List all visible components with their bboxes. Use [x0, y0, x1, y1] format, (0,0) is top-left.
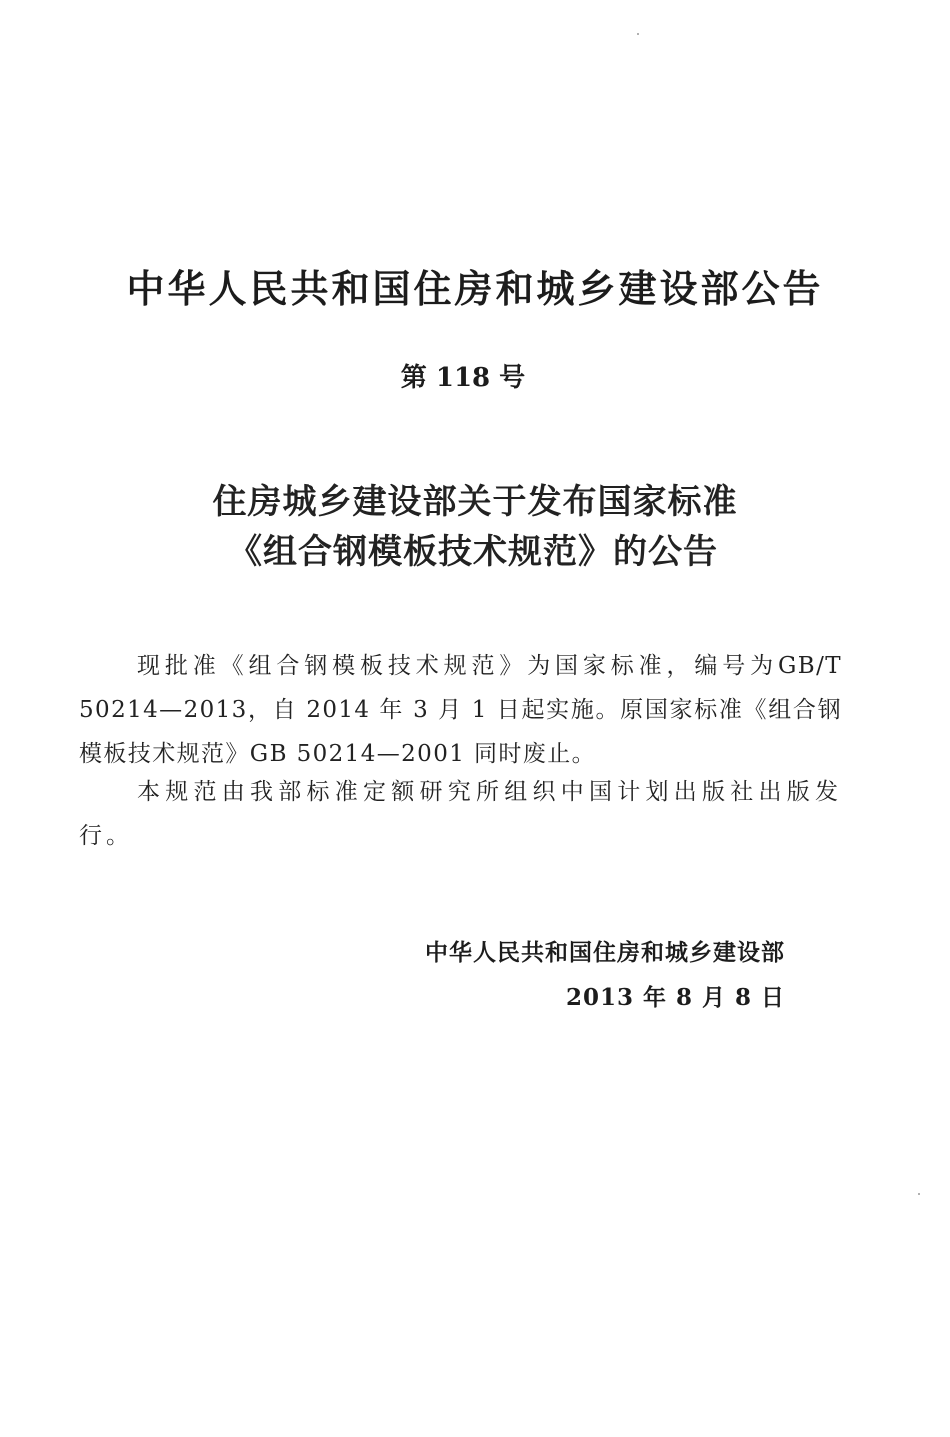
- body-paragraph-1: 现批准《组合钢模板技术规范》为国家标准，编号为GB/T 50214—2013，自 2014 年 3 月 1 日起实施。原国家标准《组合钢模板技术规范》GB 50214—2001 同时废止。: [79, 653, 842, 767]
- subject-line-1: 住房城乡建设部关于发布国家标准: [212, 482, 738, 522]
- subject-line-2: 《组合钢模板技术规范》的公告: [228, 532, 718, 572]
- body-paragraph-2: 本规范由我部标准定额研究所组织中国计划出版社出版发行。: [79, 779, 842, 849]
- main-heading: 中华人民共和国住房和城乡建设部公告: [126, 267, 824, 311]
- notice-number: 第 118 号: [400, 363, 526, 393]
- signature-organization: 中华人民共和国住房和城乡建设部: [425, 940, 785, 966]
- signature-date: 2013 年 8 月 8 日: [565, 984, 785, 1011]
- scan-speck: [637, 33, 639, 35]
- scan-speck: [918, 1193, 920, 1195]
